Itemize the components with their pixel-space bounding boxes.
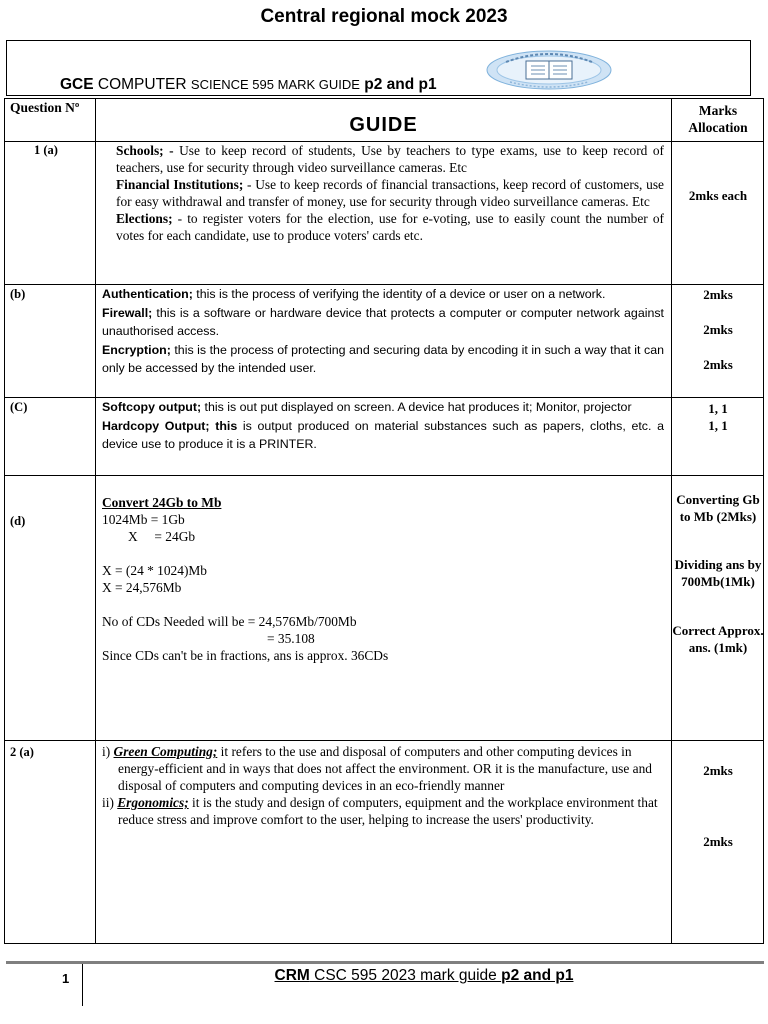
calc-line-6: = 35.108: [267, 631, 315, 646]
footer-papers: p2 and p1: [501, 967, 574, 984]
calc-line-1: 1024Mb = 1Gb: [102, 512, 185, 527]
row-divider: [4, 475, 764, 476]
header-papers: p2 and p1: [359, 76, 437, 93]
question-label-2a: 2 (a): [10, 745, 34, 759]
answer-ergonomics: [102, 794, 658, 828]
definition-authentication: this is the process of verifying the identity of a device or user on a network.: [192, 287, 606, 301]
marks-1b-encryption: 2mks: [703, 357, 733, 372]
term-elections: Elections;: [116, 211, 173, 226]
answer-hardcopy: [102, 417, 664, 454]
definition-softcopy: this is out put displayed on screen. A device hat produces it; Monitor, projector: [201, 400, 632, 414]
definition-hardcopy: is output produced on material substances such as papers, cloths, etc. a device use to produce it is a PRINTER.: [102, 418, 664, 451]
term-hardcopy: Hardcopy Output; this: [102, 418, 238, 433]
definition-green-computing: it refers to the use and disposal of computers and other computing devices in energy-efficient and in ways that does not affect the environment. OR it is the manufacture, use and disposal of computers and computing devices in an eco-friendly manner: [118, 744, 652, 793]
definition-financial: - Use to keep records of financial transactions, keep record of customers, use for easy withdrawal and transfer of money, use for security through video surveillance cameras. Etc: [116, 177, 664, 209]
answer-encryption: [102, 341, 664, 378]
calc-line-5: No of CDs Needed will be = 24,576Mb/700Mb: [102, 614, 357, 629]
question-label-1b: (b): [10, 287, 26, 301]
definition-ergonomics: it is the study and design of computers, equipment and the workplace environment that reduce stress and improve comfort to the user, helping to increase the users' productivity.: [118, 795, 658, 827]
term-green-computing: Green Computing;: [113, 744, 218, 759]
school-logo: [486, 50, 612, 90]
term-softcopy: Softcopy output;: [102, 400, 202, 414]
answer-firewall: [102, 304, 664, 341]
answer-green-computing: [102, 743, 658, 794]
page-number: 1: [62, 971, 70, 986]
marks-1a: 2mks each: [688, 188, 748, 203]
term-schools: Schools; -: [116, 143, 174, 158]
marks-1c-softcopy: 1, 1: [708, 401, 728, 416]
marks-1b-authentication: 2mks: [703, 287, 733, 302]
definition-schools: Use to keep record of students, Use by teachers to type exams, use to keep record of teachers, use for security through video surveillance cameras. Etc: [116, 143, 664, 175]
header-computer: COMPUTER: [93, 76, 191, 93]
question-label-1c: (C): [10, 400, 28, 414]
marks-1b-firewall: 2mks: [703, 322, 733, 337]
answer-1c: [102, 398, 664, 454]
marks-1c-hardcopy: 1, 1: [708, 418, 728, 433]
marks-header-line: Marks: [698, 103, 738, 118]
marks-allocation-header: [672, 102, 764, 136]
question-number-header: Question Nº: [10, 100, 80, 115]
column-divider: [95, 98, 96, 944]
conversion-heading: Convert 24Gb to Mb: [102, 495, 222, 510]
header-subtitle: [60, 76, 437, 94]
footer-crm: CRM: [274, 967, 310, 984]
answer-1a: [116, 142, 664, 244]
term-ergonomics: Ergonomics;: [117, 795, 189, 810]
definition-elections: - to register voters for the election, use for e-voting, use to easily count the number of votes for each candidate, use to produce voters' cards etc.: [116, 211, 664, 243]
answer-financial: [116, 176, 664, 210]
calc-line-3: X = (24 * 1024)Mb: [102, 563, 208, 578]
question-label-1d: (d): [10, 514, 26, 528]
definition-firewall: this is a software or hardware device that protects a computer or computer network against unauthorised access.: [102, 305, 664, 338]
item-number-i: i): [102, 744, 114, 759]
footer-rule: [6, 961, 764, 964]
page-title: Central regional mock 2023: [260, 6, 508, 27]
footer-middle: CSC 595 2023 mark guide: [309, 967, 502, 984]
answer-softcopy: [102, 398, 664, 417]
marks-2a-green-computing: 2mks: [703, 763, 733, 778]
marks-1d-dividing: Dividing ans by 700Mb(1Mk): [674, 557, 762, 589]
calc-line-2: X = 24Gb: [128, 529, 196, 544]
footer-divider: [82, 964, 83, 1006]
term-encryption: Encryption;: [102, 342, 171, 357]
term-financial: Financial Institutions;: [116, 177, 244, 192]
answer-schools: [116, 142, 664, 176]
guide-header: GUIDE: [349, 114, 418, 136]
footer-text: [84, 967, 764, 985]
header-science: SCIENCE 595 MARK GUIDE: [190, 77, 360, 92]
answer-1d: [102, 494, 662, 664]
answer-2a: [102, 743, 658, 828]
calc-line-4: X = 24,576Mb: [102, 580, 182, 595]
answer-authentication: [102, 285, 664, 304]
answer-1b: [102, 285, 664, 378]
question-label-1a: 1 (a): [34, 143, 58, 157]
allocation-header-line: Allocation: [688, 120, 748, 135]
calc-line-7: Since CDs can't be in fractions, ans is approx. 36CDs: [102, 648, 389, 663]
term-authentication: Authentication;: [102, 287, 193, 301]
term-firewall: Firewall;: [102, 305, 153, 320]
marks-2a-ergonomics: 2mks: [703, 834, 733, 849]
marks-1d-approx: Correct Approx. ans. (1mk): [672, 623, 764, 655]
item-number-ii: ii): [102, 795, 118, 810]
definition-encryption: this is the process of protecting and securing data by encoding it in such a way that it can only be accessed by the intended user.: [102, 342, 664, 375]
row-divider: [4, 740, 764, 741]
answer-elections: [116, 210, 664, 244]
marks-1d-converting: Converting Gb to Mb (2Mks): [676, 492, 760, 524]
header-gce: GCE: [60, 76, 94, 93]
